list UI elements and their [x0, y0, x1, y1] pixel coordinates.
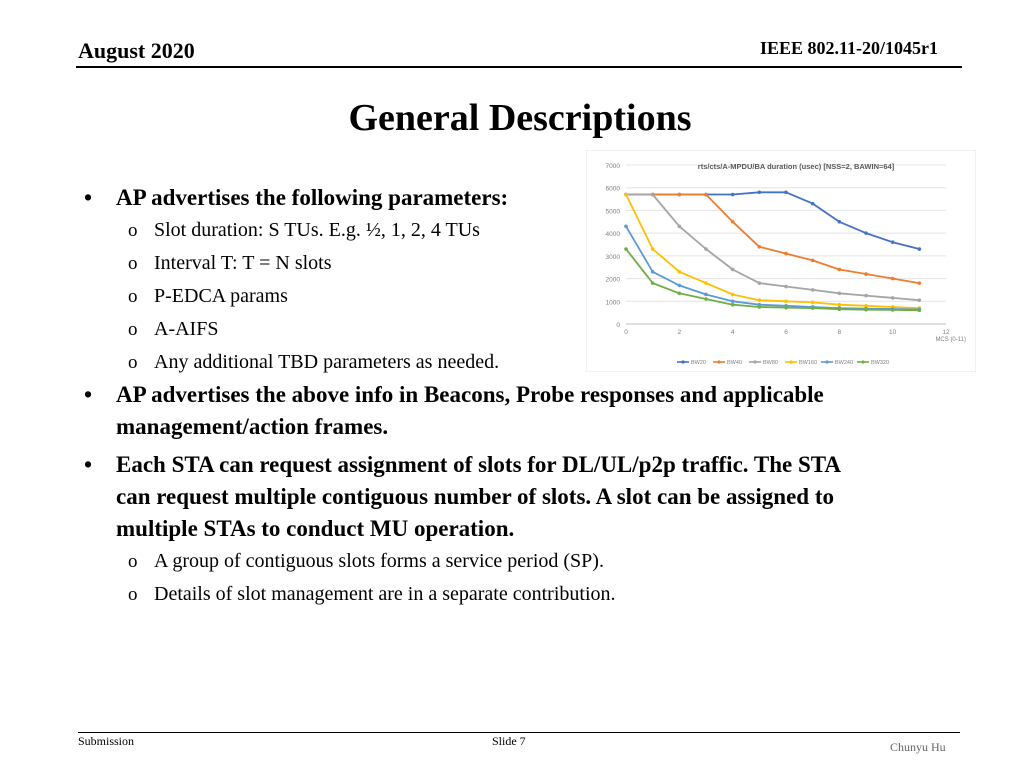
bullet-line: management/action frames.	[116, 414, 389, 439]
bullet-parameters	[84, 182, 964, 214]
footer-submission: Submission	[78, 734, 135, 748]
legend-label: BW80	[763, 360, 778, 366]
bullet-sta-request	[84, 449, 964, 545]
x-tick-label: 8	[837, 329, 842, 336]
footer-slide-number: Slide 7	[492, 734, 526, 748]
sub-bullet-text: A group of contiguous slots forms a service period (SP).	[154, 550, 604, 572]
sub-bullet-marker: o	[128, 319, 138, 340]
y-tick-label: 7000	[605, 163, 620, 170]
legend-label: BW40	[727, 360, 742, 366]
bullet-line: can request multiple contiguous number of slots. A slot can be assigned to	[116, 484, 834, 509]
x-tick-label: 10	[889, 329, 897, 336]
sub-bullet-marker: o	[128, 286, 138, 307]
sub-bullet-marker: o	[128, 253, 138, 274]
bullet-beacons	[84, 379, 964, 443]
x-tick-label: 0	[624, 329, 628, 336]
bullet-line: multiple STAs to conduct MU operation.	[116, 516, 515, 541]
slide-content	[84, 182, 964, 611]
y-tick-label: 1000	[605, 299, 620, 307]
sub-bullet-service-period	[84, 545, 964, 578]
bullet-line: Each STA can request assignment of slots for DL/UL/p2p traffic. The STA	[116, 452, 841, 477]
sub-bullet-text: Details of slot management are in a separate contribution.	[154, 583, 616, 605]
footer-author: Chunyu Hu	[890, 740, 946, 754]
slide-title: General Descriptions	[348, 97, 692, 139]
y-tick-label: 5000	[605, 208, 620, 216]
y-tick-label: 0	[616, 322, 620, 329]
header-date: August 2020	[78, 38, 195, 63]
y-tick-label: 3000	[605, 253, 620, 261]
sub-bullet-text: A-AIFS	[154, 318, 219, 340]
sub-bullet-marker: o	[128, 220, 138, 241]
legend-label: BW20	[691, 360, 706, 366]
sub-bullet-additional	[84, 346, 964, 379]
sub-bullet-marker: o	[128, 584, 138, 605]
y-tick-label: 4000	[605, 231, 620, 239]
legend-label: BW320	[871, 360, 890, 366]
bullet-text: AP advertises the following parameters:	[116, 185, 509, 210]
x-tick-label: 2	[677, 329, 682, 336]
sub-bullet-slot-management	[84, 578, 964, 611]
x-tick-label: 6	[784, 329, 788, 336]
bullet-line: AP advertises the above info in Beacons, Probe responses and applicable	[116, 382, 824, 407]
sub-bullet-aaifs	[84, 313, 964, 346]
sub-bullet-text: Any additional TBD parameters as needed.	[154, 351, 500, 373]
sub-bullet-marker: o	[128, 551, 138, 572]
x-tick-label: 4	[730, 329, 735, 336]
header-doc-id: IEEE 802.11-20/1045r1	[760, 38, 939, 58]
x-axis-label: MCS (0-11)	[935, 337, 966, 343]
y-tick-label: 6000	[605, 185, 620, 193]
legend-label: BW240	[835, 360, 854, 366]
bullet-marker: •	[84, 452, 93, 477]
chart-title: rts/cts/A-MPDU/BA duration (usec) [NSS=2, BAWIN=64]	[697, 162, 895, 171]
sub-bullet-text: P-EDCA params	[154, 285, 288, 307]
legend-label: BW160	[799, 360, 818, 366]
sub-bullet-pedca	[84, 280, 964, 313]
sub-bullet-interval	[84, 247, 964, 280]
y-tick-label: 2000	[605, 276, 620, 284]
bullet-marker: •	[84, 185, 93, 210]
sub-bullet-marker: o	[128, 352, 138, 373]
header-divider	[76, 66, 962, 68]
bullet-marker: •	[84, 382, 93, 407]
x-tick-label: 12	[942, 329, 950, 336]
footer-divider	[78, 732, 960, 733]
sub-bullet-text: Interval T: T = N slots	[154, 252, 332, 274]
sub-bullet-slot-duration	[84, 214, 964, 247]
sub-bullet-text: Slot duration: S TUs. E.g. ½, 1, 2, 4 TUs	[154, 219, 480, 241]
